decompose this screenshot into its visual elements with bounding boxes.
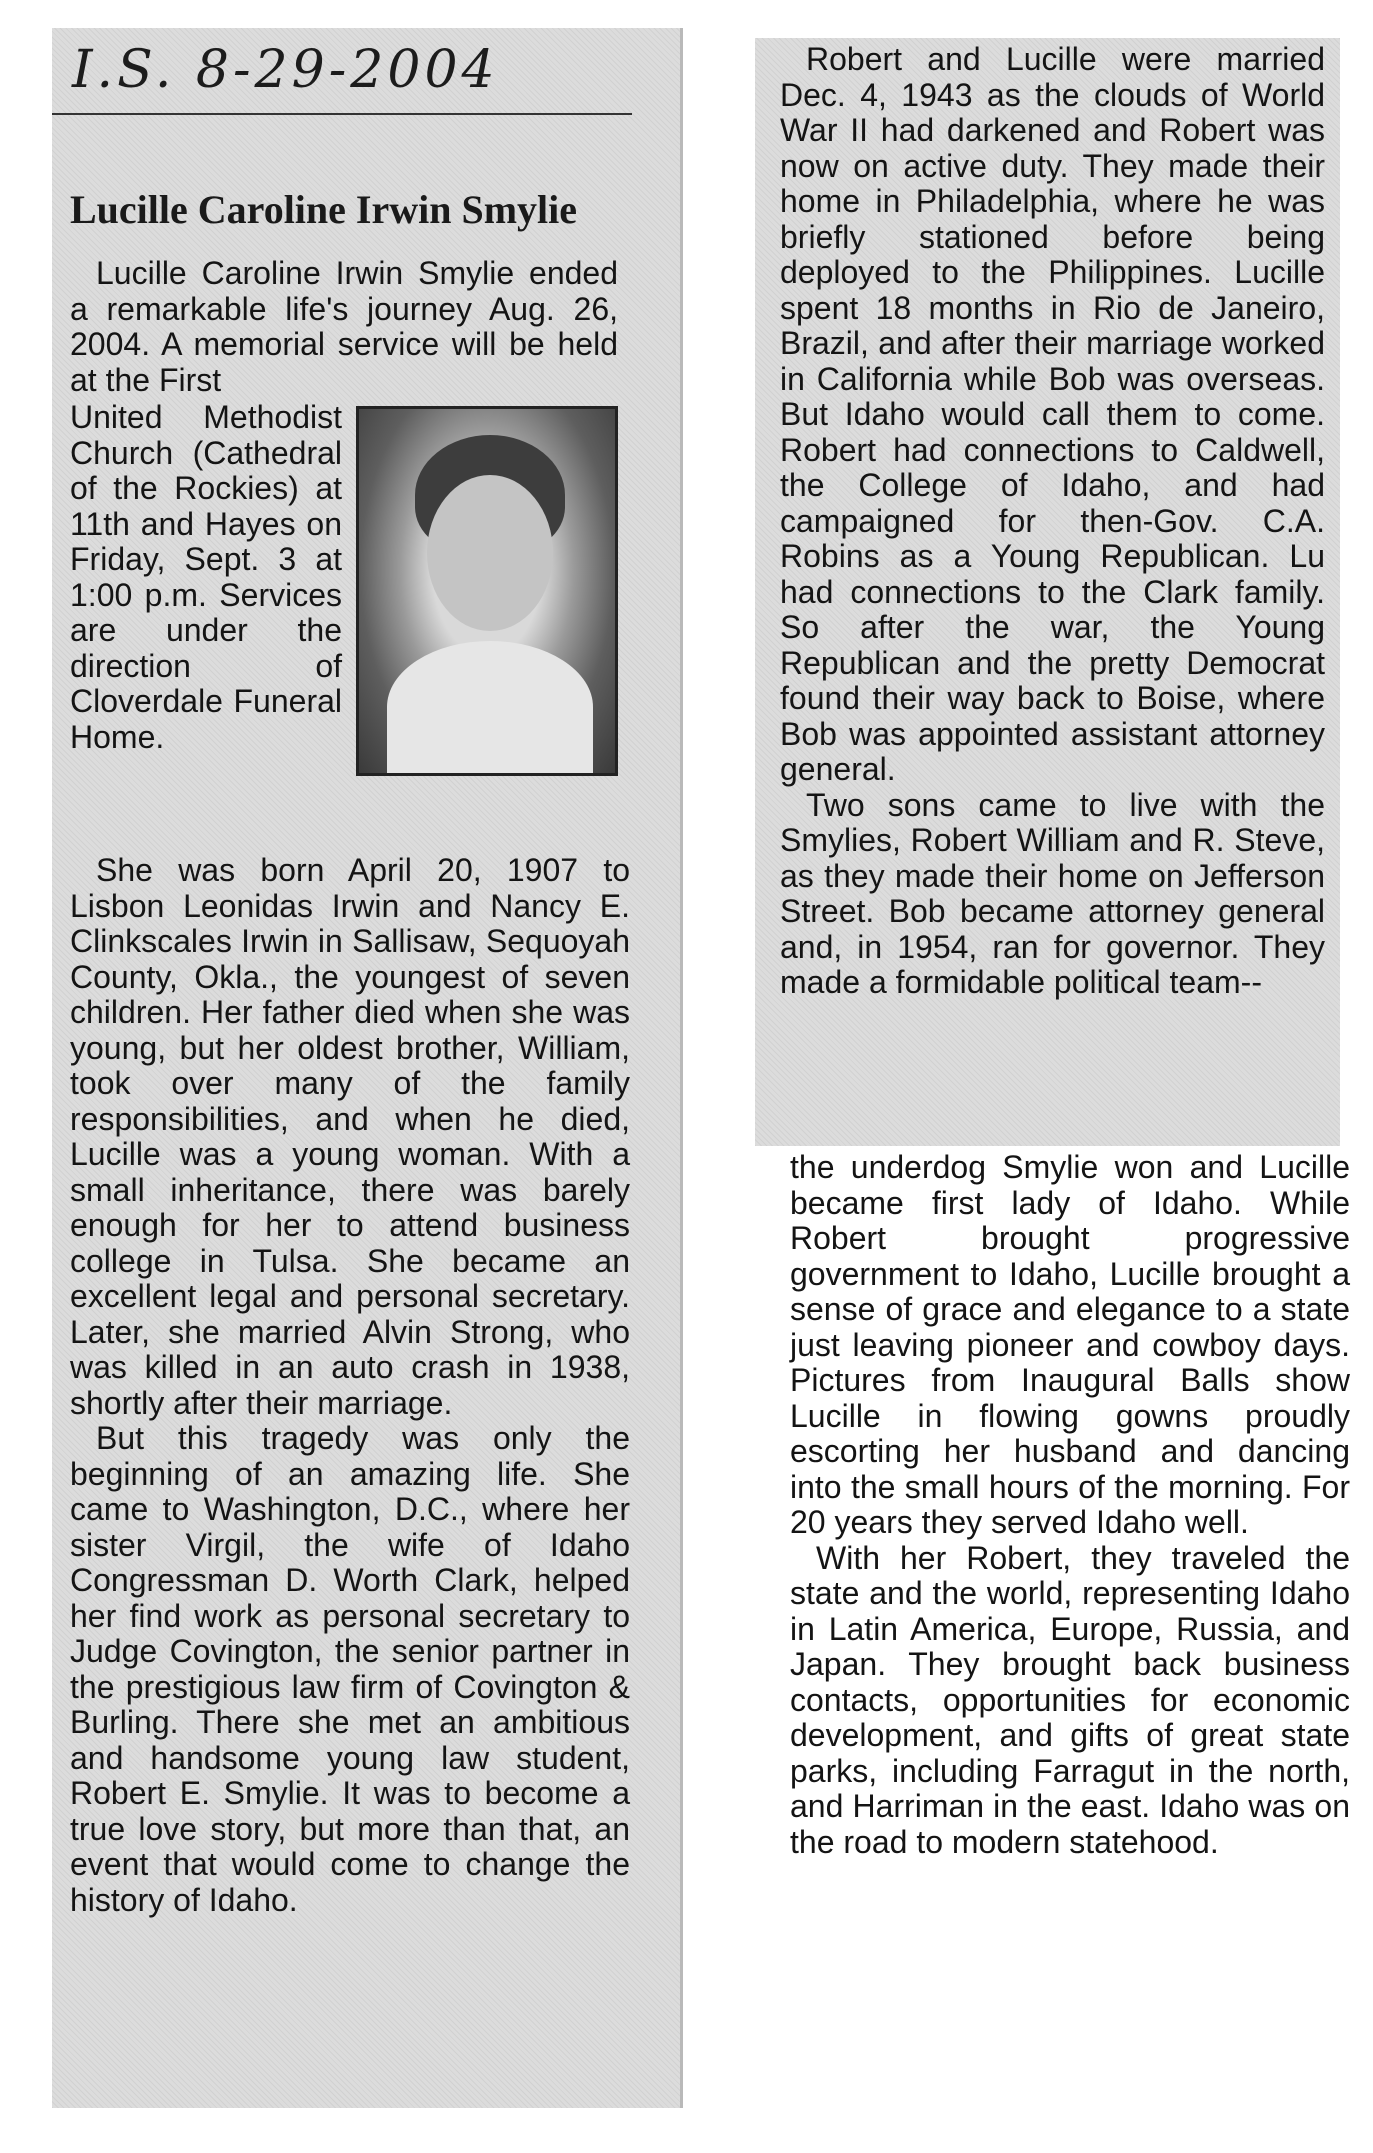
portrait-collar xyxy=(387,641,593,773)
article-column-right-bottom xyxy=(790,1150,1350,1860)
paragraph-sons: Two sons came to live with the Smylies, Robert William and R. Steve, as they made their home on Jefferson Street. Bob became attorney general and, in 1954, ran for governor. They made a formidable political team-- xyxy=(780,786,1325,1000)
paragraph-intro-lead: Lucille Caroline Irwin Smylie ended a remarkable life's journey Aug. 26, 2004. A memorial service will be held at the First xyxy=(70,255,618,398)
paragraph-marriage: Robert and Lucille were married Dec. 4, 1943 as the clouds of World War II had darkened and Robert was now on active duty. They made their home in Philadelphia, where he was briefly stationed before being deployed to the Philippines. Lucille spent 18 months in Rio de Janeiro, Brazil, and after their marriage worked in California while Bob was overseas. But Idaho would call them to come. Robert had connections to Caldwell, the College of Idaho, and had campaigned for then-Gov. C.A. Robins as a Young Republican. Lu had connections to the Clark family. So after the war, the Young Republican and the pretty Democrat found their way back to Boise, where Bob was appointed assistant attorney general. xyxy=(780,41,1325,787)
handwritten-date-note: I.S. 8-29-2004 xyxy=(72,40,499,100)
paragraph-washington: But this tragedy was only the beginning of an amazing life. She came to Washington, D.C., where her sister Virgil, the wife of Idaho Congressman D. Worth Clark, helped her find work as personal secretary to Judge Covington, the senior partner in the prestigious law firm of Covington & Burling. There she met an ambitious and handsome young law student, Robert E. Smylie. It was to become a true love story, but more than that, an event that would come to change the history of Idaho. xyxy=(70,1420,630,1918)
paragraph-intro-tail: United Methodist Church (Cathedral of the Rockies) at 11th and Hayes on Friday, Sept. 3 at 1:00 p.m. Services are under the direction of Cloverdale Funeral Home. xyxy=(70,399,342,755)
header-rule xyxy=(52,113,632,115)
article-column-left-bottom xyxy=(70,853,630,1918)
paragraph-birth: She was born April 20, 1907 to Lisbon Leonidas Irwin and Nancy E. Clinkscales Irwin in Sallisaw, Sequoyah County, Okla., the youngest of seven children. Her father died when she was young, but her oldest brother, William, took over many of the family responsibilities, and when he died, Lucille was a young woman. With a small inheritance, there was barely enough for her to attend business college in Tulsa. She became an excellent legal and personal secretary. Later, she married Alvin Strong, who was killed in an auto crash in 1938, shortly after their marriage. xyxy=(70,852,630,1421)
obituary-headline: Lucille Caroline Irwin Smylie xyxy=(70,186,578,232)
portrait-face xyxy=(427,475,553,631)
portrait-photo xyxy=(356,406,618,776)
paragraph-first-lady: the underdog Smylie won and Lucille became first lady of Idaho. While Robert brought progressive government to Idaho, Lucille brought a sense of grace and elegance to a state just leaving pioneer and cowboy days. Pictures from Inaugural Balls show Lucille in flowing gowns proudly escorting her husband and dancing into the small hours of the morning. For 20 years they served Idaho well. xyxy=(790,1149,1350,1540)
paragraph-travels: With her Robert, they traveled the state and the world, representing Idaho in Latin America, Europe, Russia, and Japan. They brought back business contacts, opportunities for economic development, and gifts of great state parks, including Farragut in the north, and Harriman in the east. Idaho was on the road to modern statehood. xyxy=(790,1539,1350,1860)
article-column-right-top xyxy=(780,42,1325,1001)
article-column-left-top xyxy=(70,256,618,398)
paragraph-intro-wrap xyxy=(70,400,618,784)
